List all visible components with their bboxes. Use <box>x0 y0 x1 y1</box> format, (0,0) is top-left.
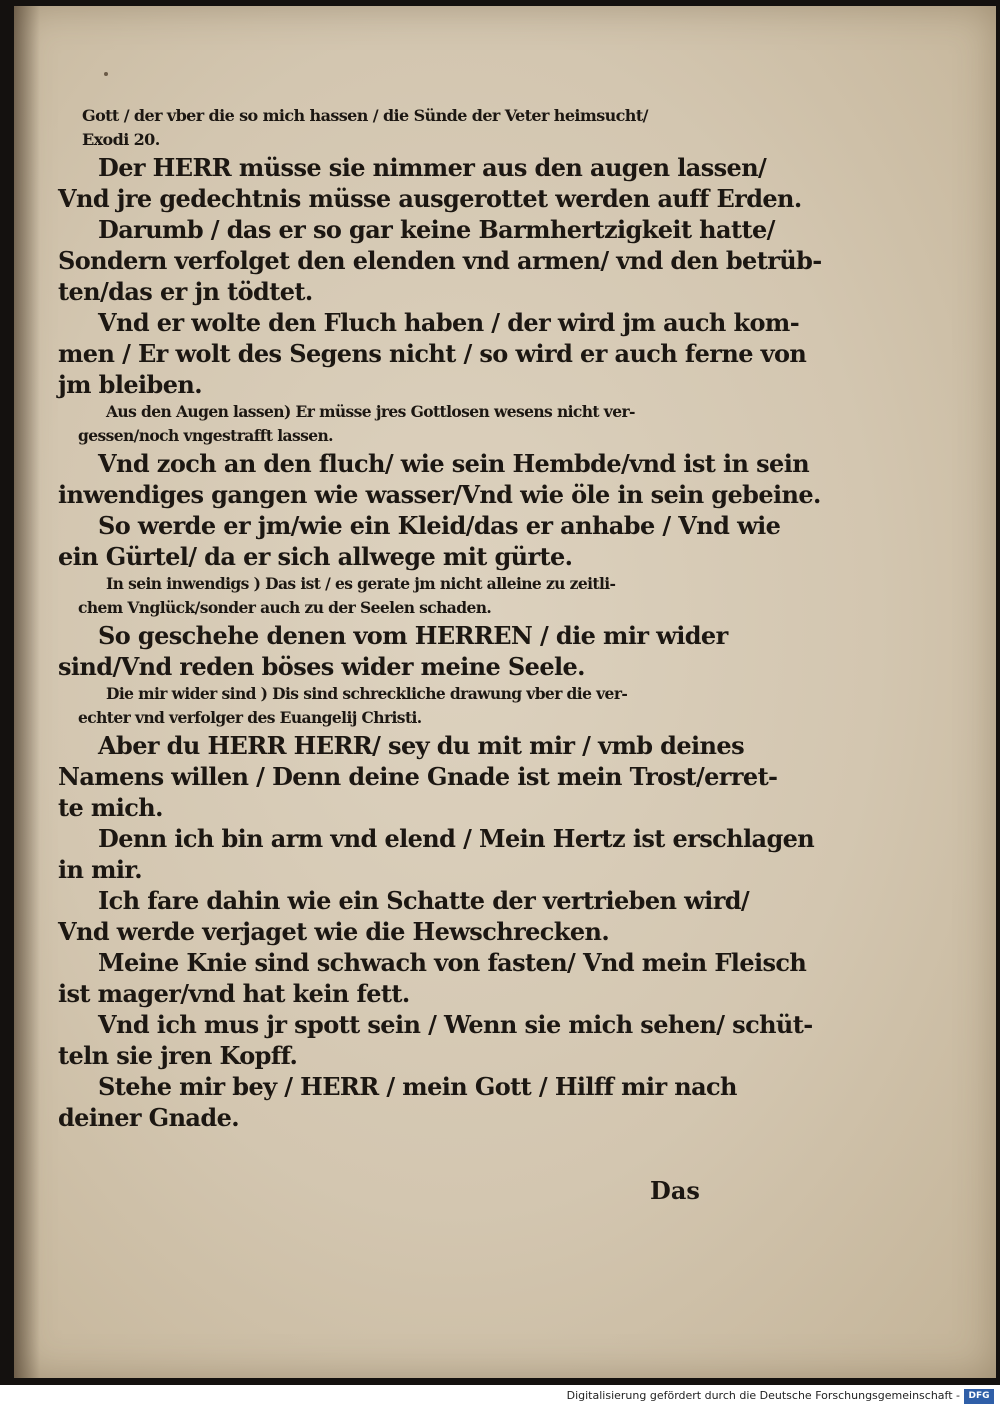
page-text <box>58 104 822 1133</box>
verse-line: ten/das er jn tödtet. <box>58 277 313 306</box>
verse-line: Der HERR müsse sie nimmer aus den augen lassen/ <box>98 153 767 182</box>
verse-line: Ich fare dahin wie ein Schatte der vertrieben wird/ <box>98 886 750 915</box>
gloss-line: Aus den Augen lassen) Er müsse jres Gottlosen wesens nicht ver- <box>106 402 635 421</box>
verse-line: Stehe mir bey / HERR / mein Gott / Hilff mir nach <box>98 1072 737 1101</box>
verse-line: ist mager/vnd hat kein fett. <box>58 979 410 1008</box>
dfg-logo-icon: DFG <box>964 1389 994 1404</box>
verse-line: deiner Gnade. <box>58 1103 239 1132</box>
verse-line: te mich. <box>58 793 163 822</box>
verse-line: Sondern verfolget den elenden vnd armen/ vnd den betrüb- <box>58 246 822 275</box>
verse-line: So geschehe denen vom HERREN / die mir wider <box>98 621 728 650</box>
verse-line: So werde er jm/wie ein Kleid/das er anhabe / Vnd wie <box>98 511 781 540</box>
verse-line: Darumb / das er so gar keine Barmhertzigkeit hatte/ <box>98 215 775 244</box>
verse-line: Vnd ich mus jr spott sein / Wenn sie mich sehen/ schüt- <box>98 1010 813 1039</box>
verse-line: jm bleiben. <box>58 370 202 399</box>
gloss-line: gessen/noch vngestrafft lassen. <box>78 426 333 445</box>
catchword: Das <box>650 1176 700 1205</box>
verse-line: Namens willen / Denn deine Gnade ist mein Trost/erret- <box>58 762 778 791</box>
verse-line: men / Er wolt des Segens nicht / so wird er auch ferne von <box>58 339 807 368</box>
verse-line: Vnd werde verjaget wie die Hewschrecken. <box>58 917 610 946</box>
verse-line: Vnd jre gedechtnis müsse ausgerottet werden auff Erden. <box>58 184 802 213</box>
gloss-line: In sein inwendigs ) Das ist / es gerate jm nicht alleine zu zeitli- <box>106 574 616 593</box>
verse-line: teln sie jren Kopff. <box>58 1041 298 1070</box>
header-line: Exodi 20. <box>82 130 160 149</box>
gloss-line: Die mir wider sind ) Dis sind schreckliche drawung vber die ver- <box>106 684 628 703</box>
header-line: Gott / der vber die so mich hassen / die Sünde der Veter heimsucht/ <box>82 106 648 125</box>
verse-line: Meine Knie sind schwach von fasten/ Vnd mein Fleisch <box>98 948 807 977</box>
verse-line: Vnd er wolte den Fluch haben / der wird jm auch kom- <box>98 308 800 337</box>
footer-bar <box>0 1385 1000 1409</box>
ink-speck <box>104 72 108 76</box>
verse-line: Denn ich bin arm vnd elend / Mein Hertz ist erschlagen <box>98 824 815 853</box>
verse-line: sind/Vnd reden böses wider meine Seele. <box>58 652 585 681</box>
funding-credit: Digitalisierung gefördert durch die Deutsche Forschungsgemeinschaft - <box>566 1389 960 1402</box>
gloss-line: echter vnd verfolger des Euangelij Christi. <box>78 708 422 727</box>
verse-line: inwendiges gangen wie wasser/Vnd wie öle in sein gebeine. <box>58 480 821 509</box>
verse-line: ein Gürtel/ da er sich allwege mit gürte. <box>58 542 573 571</box>
verse-line: in mir. <box>58 855 143 884</box>
verse-line: Vnd zoch an den fluch/ wie sein Hembde/vnd ist in sein <box>98 449 810 478</box>
verse-line: Aber du HERR HERR/ sey du mit mir / vmb deines <box>98 731 744 760</box>
gloss-line: chem Vnglück/sonder auch zu der Seelen schaden. <box>78 598 492 617</box>
